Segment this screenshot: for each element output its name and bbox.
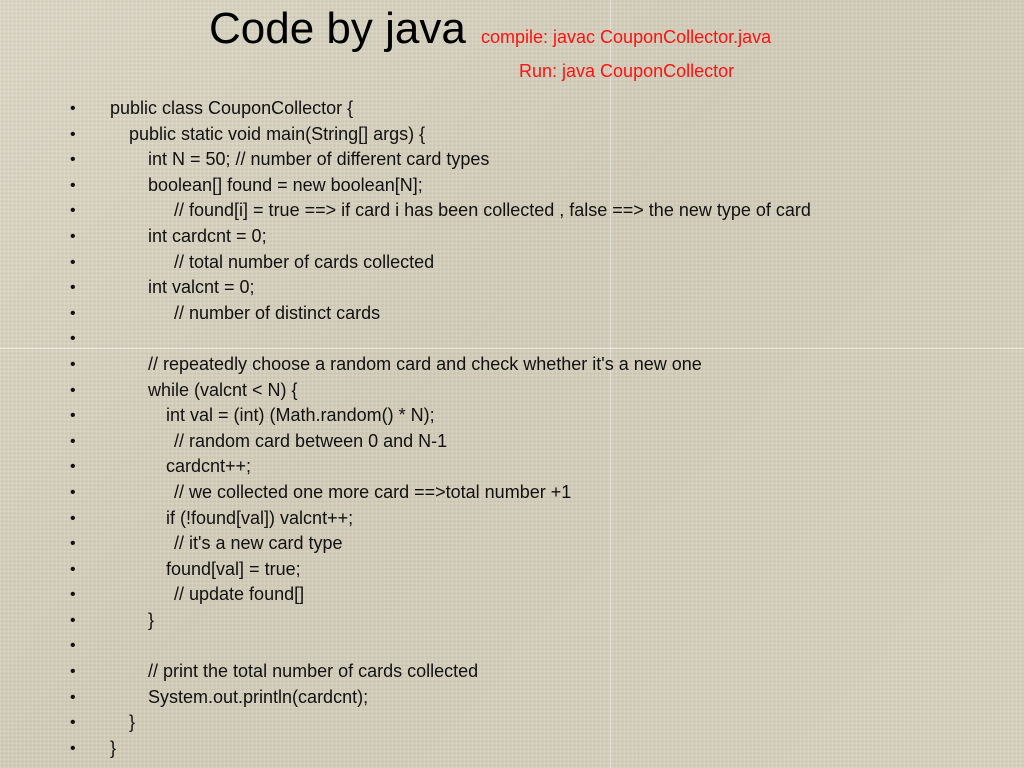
bullet-icon: • — [70, 100, 76, 117]
bullet-icon: • — [70, 125, 76, 143]
bullet-icon: • — [70, 586, 76, 604]
code-line-text: cardcnt++; — [166, 456, 252, 477]
code-line — [0, 506, 1024, 532]
code-line — [0, 429, 1024, 455]
code-line — [0, 531, 1024, 557]
code-line-text: public static void main(String[] args) { — [129, 123, 426, 144]
code-line-text: int valcnt = 0; — [148, 277, 255, 298]
code-line — [0, 173, 1024, 199]
slide-title: Code by java — [209, 4, 466, 53]
code-line-text: } — [110, 737, 117, 758]
bullet-icon: • — [70, 227, 76, 245]
code-line — [0, 736, 1024, 762]
code-line — [0, 685, 1024, 711]
bullet-icon: • — [70, 560, 76, 578]
bullet-icon: • — [70, 483, 76, 501]
bullet-icon: • — [70, 304, 76, 322]
java-code-bullet-list — [0, 96, 1024, 762]
code-line — [0, 275, 1024, 301]
bullet-icon: • — [70, 432, 76, 450]
bullet-icon: • — [70, 535, 76, 553]
bullet-icon: • — [70, 355, 76, 373]
code-line — [0, 557, 1024, 583]
bullet-icon: • — [70, 279, 76, 297]
code-line-text: boolean[] found = new boolean[N]; — [148, 174, 423, 195]
code-line-text: // random card between 0 and N-1 — [174, 430, 448, 451]
bullet-icon: • — [70, 663, 76, 681]
code-line — [0, 96, 1024, 122]
bullet-icon: • — [70, 330, 76, 348]
code-line — [0, 301, 1024, 327]
code-line — [0, 454, 1024, 480]
code-line — [0, 224, 1024, 250]
bullet-icon: • — [70, 151, 76, 169]
bullet-icon: • — [70, 253, 76, 271]
code-line — [0, 198, 1024, 224]
code-line-text: found[val] = true; — [166, 558, 301, 579]
code-line — [0, 147, 1024, 173]
bullet-icon: • — [70, 407, 76, 425]
code-line-text: while (valcnt < N) { — [148, 379, 298, 400]
code-line-text: } — [148, 609, 155, 630]
bullet-icon: • — [70, 381, 76, 399]
code-line — [0, 633, 1024, 659]
code-line-text: // we collected one more card ==>total number +1 — [174, 481, 572, 502]
code-line — [0, 480, 1024, 506]
code-line-text: int cardcnt = 0; — [148, 225, 267, 246]
code-line — [0, 582, 1024, 608]
code-line-text: if (!found[val]) valcnt++; — [166, 507, 354, 528]
bullet-icon: • — [70, 714, 76, 732]
code-line-text: int N = 50; // number of different card types — [148, 149, 490, 170]
bullet-icon: • — [70, 688, 76, 706]
code-line-text: int val = (int) (Math.random() * N); — [166, 405, 435, 426]
code-line-text: // total number of cards collected — [174, 251, 435, 272]
compile-command-note: compile: javac CouponCollector.java — [481, 27, 772, 47]
code-line — [0, 608, 1024, 634]
code-line-text: // it's a new card type — [174, 533, 343, 554]
code-line-text: // print the total number of cards collected — [148, 661, 479, 682]
code-line — [0, 122, 1024, 148]
code-line — [0, 710, 1024, 736]
code-line-text: } — [129, 712, 136, 733]
bullet-icon: • — [70, 458, 76, 476]
bullet-icon: • — [70, 176, 76, 194]
bullet-icon: • — [70, 202, 76, 220]
code-line-text: // repeatedly choose a random card and check whether it's a new one — [148, 353, 702, 374]
code-line-text: // found[i] = true ==> if card i has been collected , false ==> the new type of card — [174, 200, 811, 221]
code-line-text: System.out.println(cardcnt); — [148, 686, 369, 707]
code-line — [0, 403, 1024, 429]
bullet-icon: • — [70, 739, 76, 757]
code-line — [0, 250, 1024, 276]
code-line — [0, 659, 1024, 685]
code-line — [0, 378, 1024, 404]
code-line-text: public class CouponCollector { — [110, 98, 354, 118]
code-line-text: // update found[] — [174, 584, 305, 605]
bullet-icon: • — [70, 611, 76, 629]
code-line-text: // number of distinct cards — [174, 302, 381, 323]
bullet-icon: • — [70, 509, 76, 527]
code-line — [0, 352, 1024, 378]
bullet-icon: • — [70, 637, 76, 655]
code-line — [0, 326, 1024, 352]
run-command-note: Run: java CouponCollector — [519, 61, 735, 81]
